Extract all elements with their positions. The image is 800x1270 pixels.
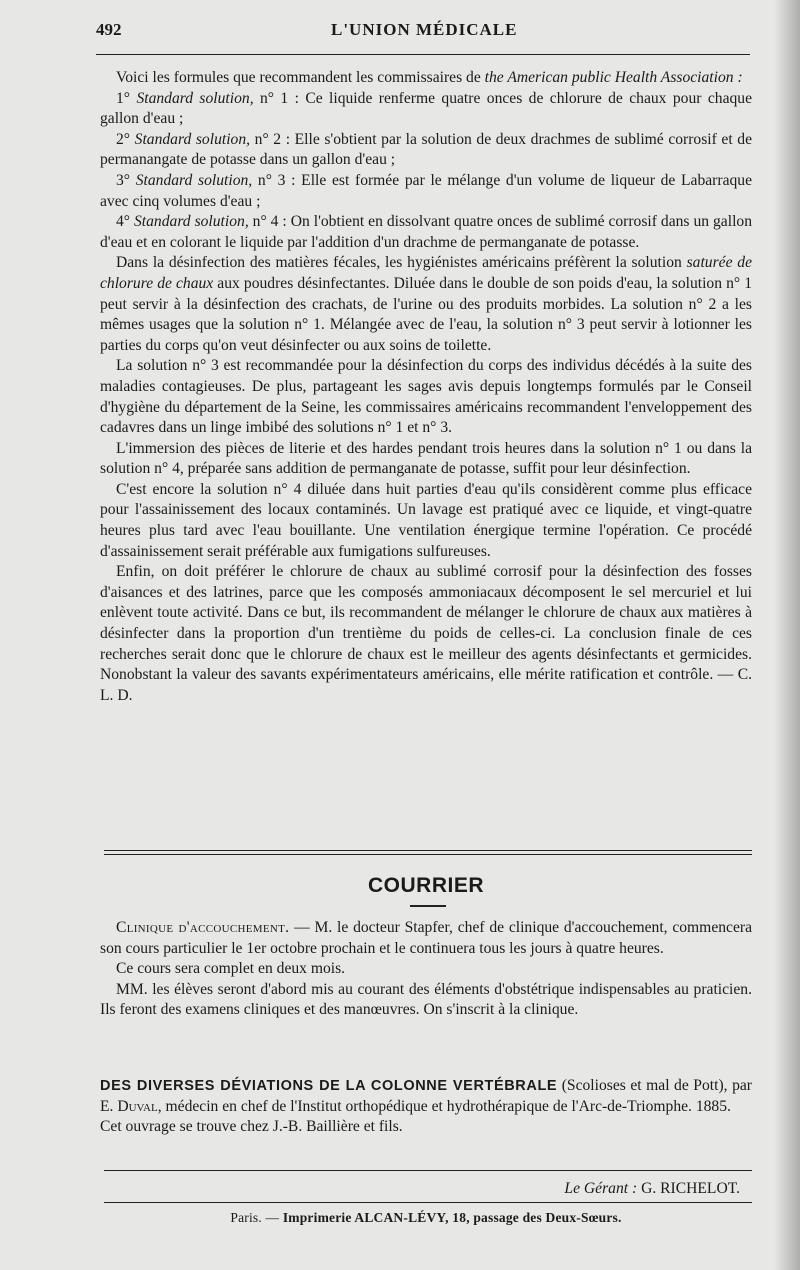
gerant-line: Le Gérant : G. RICHELOT. (564, 1180, 740, 1197)
courrier-notice-duration: Ce cours sera complet en deux mois. (116, 960, 346, 978)
book-availability: Cet ouvrage se trouve chez J.-B. Baillière et fils. (100, 1118, 403, 1136)
page-number: 492 (96, 20, 122, 39)
courrier-notice-clinique: Clinique d'accouchement. — M. le docteur Stapfer, chef de clinique d'accouchement, commencera son cours particulier le 1er octobre prochain et le continuera tous les jours à quatre heures. (100, 919, 752, 957)
gerant-name: G. RICHELOT. (641, 1180, 740, 1197)
courrier-notice-students: MM. les élèves seront d'abord mis au courant des éléments d'obstétrique indispensables au praticien. Ils feront des examens cliniques et des manœuvres. On s'inscrit à la clinique. (100, 980, 752, 1019)
journal-title: L'UNION MÉDICALE (331, 20, 518, 39)
book-announcement (100, 1076, 752, 1138)
article-intro: Voici les formules que recommandent les commissaires de the American public Health Association : (116, 69, 743, 86)
courrier-title: COURRIER (367, 874, 484, 897)
header-rule (96, 54, 750, 55)
formula-3: 3° Standard solution, n° 3 : Elle est formée par le mélange d'un volume de liqueur de Labarraque avec cinq volumes d'eau ; (100, 171, 753, 210)
printer-imprint: Paris. — Imprimerie ALCAN-LÉVY, 18, passage des Deux-Sœurs. (230, 1210, 622, 1225)
footer-rule-bottom (104, 1202, 752, 1203)
paragraph-fosses: Enfin, on doit préférer le chlorure de chaux au sublimé corrosif pour la désinfection des fosses d'aisances et des latrines, parce que les composés ammoniacaux décomposent le sel mercuriel et lui enlèvent toute activité. Dans ce but, ils recommandent de mélanger le chlorure de chaux aux matières à désinfecter dans la proportion d'un trentième du poids de celles-ci. La conclusion finale de ces recherches serait donc que le chlorure de chaux est le meilleur des agents désinfectants et germicides. Nonobstant la valeur des savants expérimentateurs américains, elle mérite ratification et contrôle. — C. L. D. (100, 563, 752, 704)
footer-rule-top (104, 1170, 752, 1171)
book-author: Duval (117, 1097, 158, 1115)
article-body (100, 68, 752, 706)
paragraph-fecal: Dans la désinfection des matières fécales, les hygiénistes américains préfèrent la solution saturée de chlorure de chaux aux poudres désinfectantes. Diluée dans le double de son poids d'eau, la solution n° 1 peut servir à la désinfection des crachats, de l'urine ou des produits morbides. La solution n° 2 a les mêmes usages que la solution n° 1. Mélangée avec de l'eau, la solution n° 3 peut servir à lotionner les parties du corps qu'on veut désinfecter ou aux soins de toilette. (100, 254, 752, 354)
paragraph-immersion: L'immersion des pièces de literie et des hardes pendant trois heures dans la solution n° 1 ou dans la solution n° 4, préparée sans addition de permanganate de potasse, suffit pour leur désinfection. (100, 439, 752, 478)
courrier-title-underline (410, 905, 446, 907)
courrier-section (100, 918, 752, 1021)
formula-4: 4° Standard solution, n° 4 : On l'obtient en dissolvant quatre onces de sublimé corrosif dans un gallon d'eau et en colorant le liquide par l'addition d'un drachme de permanganate de potasse. (100, 213, 752, 251)
section-rule (104, 850, 752, 851)
book-entry: DES DIVERSES DÉVIATIONS DE LA COLONNE VERTÉBRALE (Scolioses et mal de Pott), par E. Duval, médecin en chef de l'Institut orthopédique et hydrothérapique de l'Arc-de-Triomphe. 1885. (100, 1077, 752, 1115)
page-header (96, 20, 746, 46)
formula-1: 1° Standard solution, n° 1 : Ce liquide renferme quatre onces de chlorure de chaux pour chaque gallon d'eau ; (100, 89, 753, 128)
formula-2: 2° Standard solution, n° 2 : Elle s'obtient par la solution de deux drachmes de sublimé corrosif et de permanangate de potasse dans un gallon d'eau ; (100, 130, 753, 169)
book-title: DES DIVERSES DÉVIATIONS DE LA COLONNE VERTÉBRALE (100, 1078, 558, 1094)
paragraph-locaux: C'est encore la solution n° 4 diluée dans huit parties d'eau qu'ils considèrent comme plus efficace pour l'assainissement des locaux contaminés. Un lavage est pratiqué avec ce liquide, et vingt-quatre heures plus tard avec l'eau bouillante. Une ventilation énergique termine l'opération. Ce procédé d'assainissement serait préférable aux fumigations sulfureuses. (100, 480, 752, 560)
paragraph-corps: La solution n° 3 est recommandée pour la désinfection du corps des individus décédés à la suite des maladies contagieuses. De plus, partageant les sages avis depuis longtemps formulés par le Conseil d'hygiène du département de la Seine, les commissaires américains recommandent l'enveloppement des cadavres dans un linge imbibé des solutions n° 1 et n° 3. (100, 357, 752, 437)
